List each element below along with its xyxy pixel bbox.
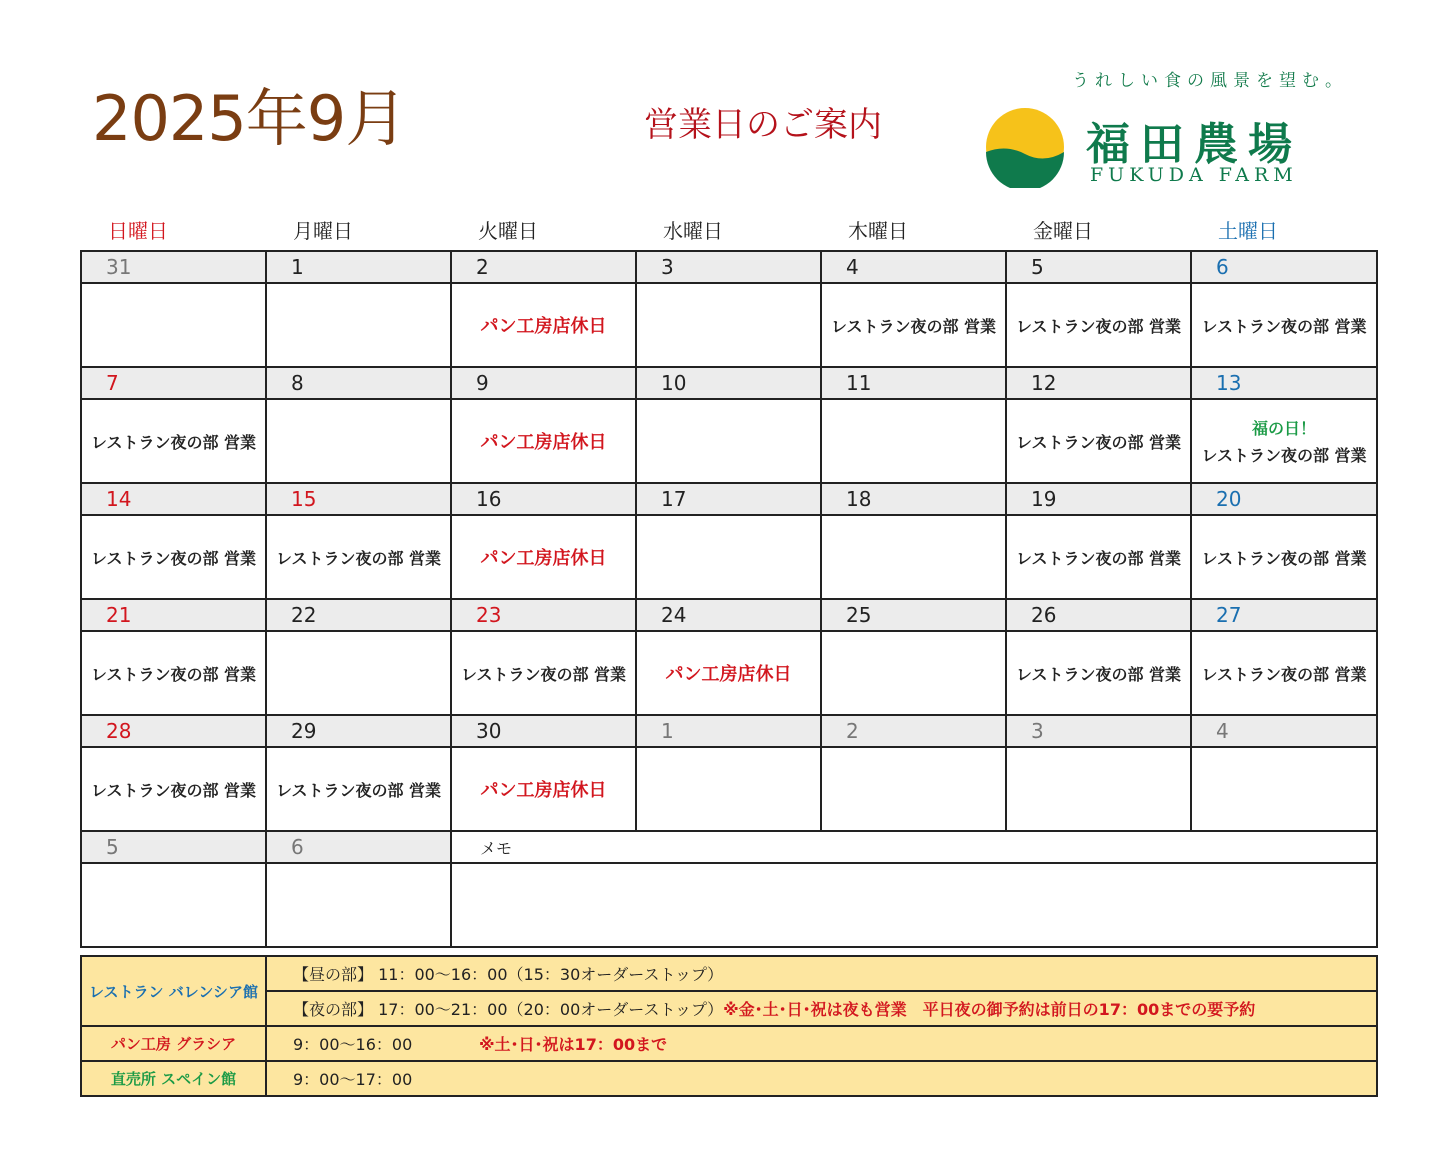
restaurant-dinner-label: レストラン夜の部 営業 — [1201, 446, 1367, 465]
restaurant-dinner-label: レストラン夜の部 営業 — [90, 780, 257, 800]
bakery-note: ※土･日･祝は17：00まで — [479, 1035, 668, 1054]
day-event-cell — [451, 399, 636, 483]
date-number: 7 — [81, 367, 266, 399]
date-number: 2 — [821, 715, 1006, 747]
day-event-cell — [451, 631, 636, 715]
day-event-cell — [636, 747, 821, 831]
date-number: 5 — [1006, 251, 1191, 283]
date-number: 31 — [81, 251, 266, 283]
date-number: 1 — [266, 251, 451, 283]
day-of-week-4: 木曜日 — [848, 219, 908, 243]
restaurant-dinner-label: レストラン夜の部 営業 — [90, 432, 257, 452]
date-number: 4 — [821, 251, 1006, 283]
date-number: 11 — [821, 367, 1006, 399]
date-number: 16 — [451, 483, 636, 515]
bakery-closed-label: パン工房店休日 — [480, 548, 607, 569]
day-event-cell — [1191, 515, 1377, 599]
date-number: 21 — [81, 599, 266, 631]
day-event-cell — [266, 863, 451, 947]
day-event-cell — [821, 515, 1006, 599]
business-hours-table — [80, 955, 1378, 1097]
day-event-cell — [81, 283, 266, 367]
day-event-cell — [821, 283, 1006, 367]
date-number: 13 — [1191, 367, 1377, 399]
restaurant-dinner-label: レストラン夜の部 営業 — [1201, 664, 1367, 684]
date-number: 12 — [1006, 367, 1191, 399]
restaurant-dinner-label: レストラン夜の部 営業 — [90, 548, 257, 568]
date-number: 4 — [1191, 715, 1377, 747]
restaurant-dinner-label: レストラン夜の部 営業 — [90, 664, 257, 684]
logo-name-en: FUKUDA FARM — [1090, 164, 1298, 186]
day-event-cell — [1006, 747, 1191, 831]
day-of-week-0: 日曜日 — [108, 219, 168, 243]
date-number: 9 — [451, 367, 636, 399]
bakery-closed-label: パン工房店休日 — [480, 316, 607, 337]
day-of-week-header — [80, 217, 1376, 247]
day-event-cell — [1006, 631, 1191, 715]
day-of-week-5: 金曜日 — [1033, 219, 1093, 243]
calendar-grid — [80, 250, 1378, 948]
bakery-closed-label: パン工房店休日 — [480, 432, 607, 453]
day-event-cell — [81, 747, 266, 831]
day-event-cell — [266, 631, 451, 715]
date-number: 2 — [451, 251, 636, 283]
restaurant-dinner-label: レストラン夜の部 営業 — [1201, 316, 1367, 336]
memo-label: メモ — [451, 831, 1377, 863]
day-event-cell — [1006, 399, 1191, 483]
day-event-cell — [451, 283, 636, 367]
logo-tagline: うれしい食の風景を望む。 — [1072, 71, 1348, 91]
date-number: 3 — [1006, 715, 1191, 747]
date-number: 19 — [1006, 483, 1191, 515]
restaurant-dinner-label: レストラン夜の部 営業 — [275, 780, 442, 800]
date-number: 20 — [1191, 483, 1377, 515]
logo-name-jp: 福田農場 — [1086, 119, 1302, 170]
day-event-cell — [1006, 515, 1191, 599]
day-event-cell — [636, 399, 821, 483]
date-number: 24 — [636, 599, 821, 631]
day-event-cell — [1191, 399, 1377, 483]
day-event-cell — [1191, 283, 1377, 367]
day-of-week-6: 土曜日 — [1218, 219, 1278, 243]
day-event-cell — [81, 399, 266, 483]
date-number: 27 — [1191, 599, 1377, 631]
day-event-cell — [266, 283, 451, 367]
day-event-cell — [821, 399, 1006, 483]
date-number: 15 — [266, 483, 451, 515]
date-number: 28 — [81, 715, 266, 747]
date-number: 25 — [821, 599, 1006, 631]
day-event-cell — [81, 631, 266, 715]
day-event-cell — [1006, 283, 1191, 367]
restaurant-dinner-label: レストラン夜の部 営業 — [1015, 316, 1182, 336]
day-event-cell — [451, 515, 636, 599]
day-event-cell — [451, 747, 636, 831]
restaurant-dinner-label: レストラン夜の部 営業 — [1201, 548, 1367, 568]
bakery-closed-label: パン工房店休日 — [480, 780, 607, 801]
date-number: 22 — [266, 599, 451, 631]
restaurant-dinner-label: レストラン夜の部 営業 — [460, 664, 627, 684]
date-number: 17 — [636, 483, 821, 515]
bakery-label: パン工房 グラシア — [81, 1026, 266, 1061]
day-event-cell — [1191, 747, 1377, 831]
date-number: 6 — [1191, 251, 1377, 283]
restaurant-dinner-label: レストラン夜の部 営業 — [830, 316, 997, 336]
day-of-week-1: 月曜日 — [293, 219, 353, 243]
day-event-cell — [81, 515, 266, 599]
dinner-note: ※金･土･日･祝は夜も営業 平日夜の御予約は前日の17：00までの要予約 — [723, 1000, 1256, 1019]
day-of-week-2: 火曜日 — [478, 219, 538, 243]
date-number: 30 — [451, 715, 636, 747]
day-event-cell — [821, 631, 1006, 715]
date-number: 3 — [636, 251, 821, 283]
date-number: 26 — [1006, 599, 1191, 631]
date-number: 5 — [81, 831, 266, 863]
fukuda-farm-logo — [980, 62, 1360, 192]
day-of-week-3: 水曜日 — [663, 219, 723, 243]
restaurant-label: レストラン バレンシア館 — [81, 956, 266, 1026]
date-number: 23 — [451, 599, 636, 631]
restaurant-lunch-hours: 【昼の部】 11：00～16：00（15：30オーダーストップ） — [266, 956, 1377, 991]
day-event-cell — [821, 747, 1006, 831]
restaurant-dinner-hours: 【夜の部】 17：00～21：00（20：00オーダーストップ）※金･土･日･祝は夜も営業 平日夜の御予約は前日の17：00までの要予約 — [266, 991, 1377, 1026]
page-subtitle: 営業日のご案内 — [644, 105, 882, 145]
date-number: 29 — [266, 715, 451, 747]
day-event-cell — [636, 283, 821, 367]
sun-hill-logo-icon — [984, 106, 1066, 188]
date-number: 6 — [266, 831, 451, 863]
special-day-label: 福の日！ — [1251, 419, 1316, 438]
day-event-cell — [266, 515, 451, 599]
memo-area — [451, 863, 1377, 947]
day-event-cell — [1191, 631, 1377, 715]
restaurant-dinner-label: レストラン夜の部 営業 — [275, 548, 442, 568]
page-title: 2025年9月 — [92, 82, 407, 155]
day-event-cell — [81, 863, 266, 947]
day-event-cell — [266, 747, 451, 831]
restaurant-dinner-label: レストラン夜の部 営業 — [1015, 432, 1182, 452]
bakery-hours: 9：00～16：00 ※土･日･祝は17：00まで — [266, 1026, 1377, 1061]
date-number: 10 — [636, 367, 821, 399]
day-event-cell — [266, 399, 451, 483]
restaurant-dinner-label: レストラン夜の部 営業 — [1015, 548, 1182, 568]
day-event-cell — [636, 515, 821, 599]
day-event-cell — [636, 631, 821, 715]
date-number: 1 — [636, 715, 821, 747]
date-number: 8 — [266, 367, 451, 399]
shop-label: 直売所 スペイン館 — [81, 1061, 266, 1096]
date-number: 18 — [821, 483, 1006, 515]
bakery-closed-label: パン工房店休日 — [665, 664, 792, 685]
shop-hours: 9：00～17：00 — [266, 1061, 1377, 1096]
date-number: 14 — [81, 483, 266, 515]
restaurant-dinner-label: レストラン夜の部 営業 — [1015, 664, 1182, 684]
